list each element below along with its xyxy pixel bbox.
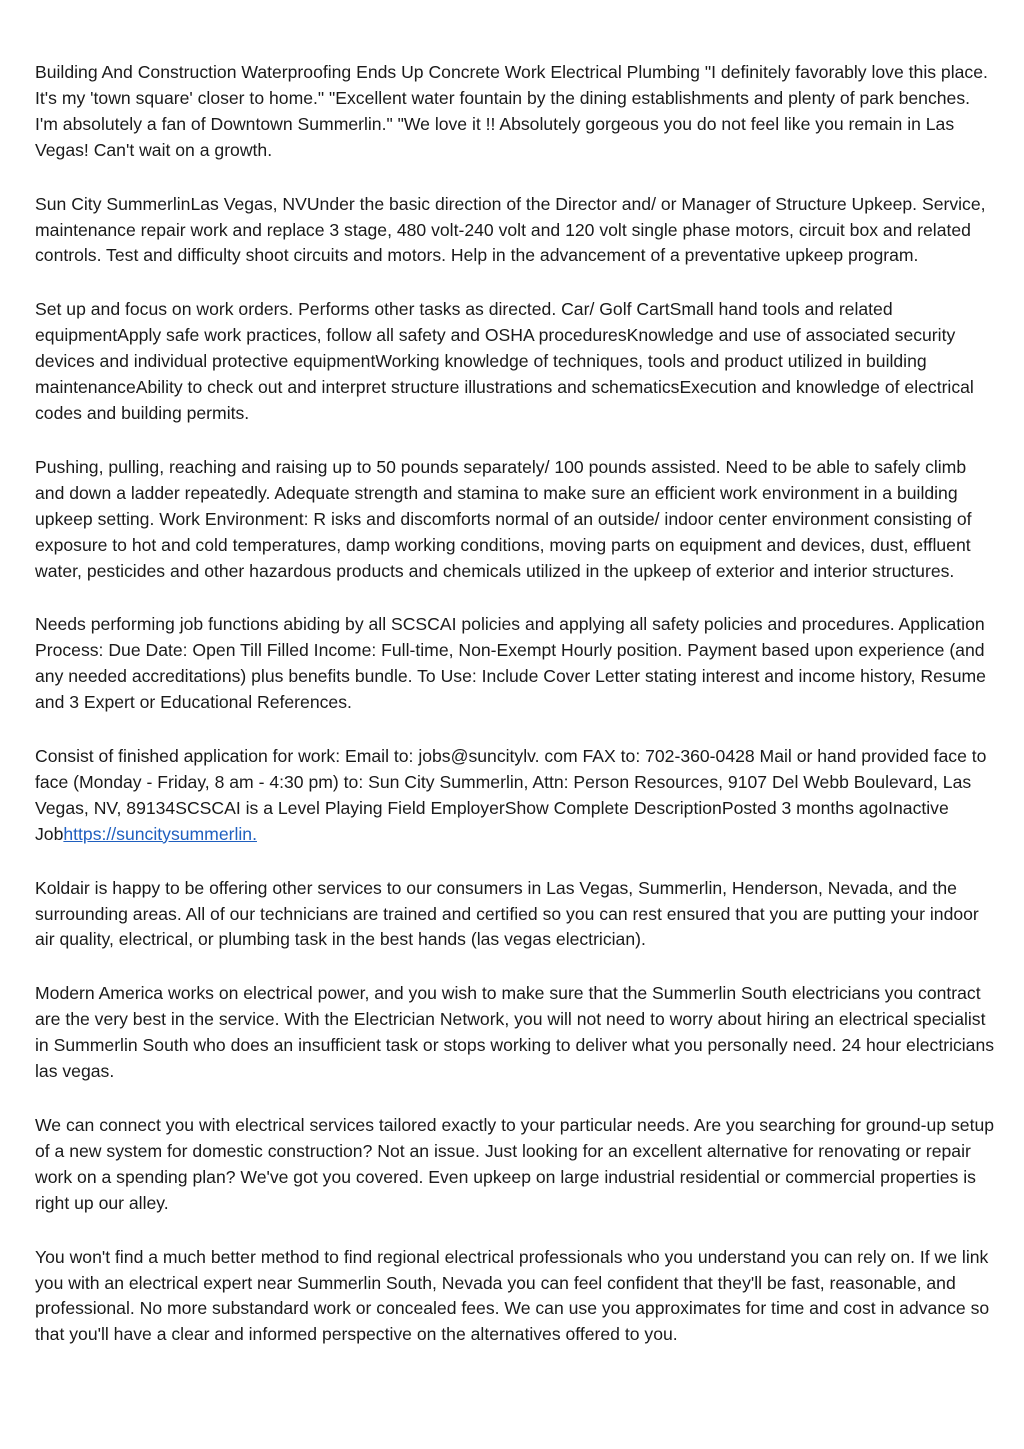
paragraph-intro: Building And Construction Waterproofing Ends Up Concrete Work Electrical Plumbing "I definitely favorably love this place. It's my 'town square' closer to home." "Excellent water fountain by the dining establishments and plenty of park benches. I'm absolutely a fan of Downtown Summerlin." "We love it !! Absolutely gorgeous you do not feel like you remain in Las Vegas! Can't wait on a growth. [35,62,988,160]
paragraph-koldair: Koldair is happy to be offering other services to our consumers in Las Vegas, Summerlin, Henderson, Nevada, and the surrounding areas. All of our technicians are trained and certified so you can rest ensured that you are putting your indoor air quality, electrical, or plumbing task in the best hands (las vegas electrician). [35,877,979,950]
paragraph-modern-america: Modern America works on electrical power, and you wish to make sure that the Summerlin South electricians you contract are the very best in the service. With the Electrician Network, you will not need to worry about hiring an electrical specialist in Summerlin South who does an insufficient task or stops working to deliver what you personally need. 24 hour electricians las vegas. [35,983,995,1082]
paragraph-application-contact [35,744,995,848]
suncity-summerlin-link[interactable]: https://suncitysummerlin. [63,823,257,844]
document-page [35,60,995,1376]
paragraph-find-professionals: You won't find a much better method to find regional electrical professionals who you understand you can rely on. If we link you with an electrical expert near Summerlin South, Nevada you can feel confident that they'll be fast, reasonable, and professional. No more substandard work or concealed fees. We can use you approximates for time and cost in advance so that you'll have a clear and informed perspective on the alternatives offered to you. [35,1246,990,1345]
paragraph-job-duties: Set up and focus on work orders. Performs other tasks as directed. Car/ Golf CartSmall hand tools and related equipmentApply safe work practices, follow all safety and OSHA proceduresKnowledge and use of associated security devices and individual protective equipmentWorking knowledge of techniques, tools and product utilized in building maintenanceAbility to check out and interpret structure illustrations and schematicsExecution and knowledge of electrical codes and building permits. [35,299,974,423]
paragraph-physical-requirements: Pushing, pulling, reaching and raising up to 50 pounds separately/ 100 pounds assisted. Need to be able to safely climb and down a ladder repeatedly. Adequate strength and stamina to make sure an efficient work environment in a building upkeep setting. Work Environment: R isks and discomforts normal of an outside/ indoor center environment consisting of exposure to hot and cold temperatures, damp working conditions, moving parts on equipment and devices, dust, effluent water, pesticides and other hazardous products and chemicals utilized in the upkeep of exterior and interior structures. [35,456,972,581]
paragraph-application-process: Needs performing job functions abiding by all SCSCAI policies and applying all safety policies and procedures. Application Process: Due Date: Open Till Filled Income: Full-time, Non-Exempt Hourly position. Payment based upon experience (and any needed accreditations) plus benefits bundle. To Use: Include Cover Letter stating interest and income history, Resume and 3 Expert or Educational References. [35,614,986,713]
paragraph-job-summary: Sun City SummerlinLas Vegas, NVUnder the basic direction of the Director and/ or Manager of Structure Upkeep. Service, maintenance repair work and replace 3 stage, 480 volt-240 volt and 120 volt single phase motors, circuit box and related controls. Test and difficulty shoot circuits and motors. Help in the advancement of a preventative upkeep program. [35,193,986,266]
application-contact-text: Consist of finished application for work: Email to: jobs@suncitylv. com FAX to: 702-360-0428 Mail or hand provided face to face (Monday - Friday, 8 am - 4:30 pm) to: Sun City Summerlin, Attn: Person Resources, 9107 Del Webb Boulevard, Las Vegas, NV, 89134SCSCAI is a Level Playing Field EmployerShow Complete DescriptionPosted 3 months agoInactive Job [35,746,987,844]
paragraph-connect-services: We can connect you with electrical services tailored exactly to your particular needs. Are you searching for ground-up setup of a new system for domestic construction? Not an issue. Just looking for an excellent alternative for renovating or repair work on a spending plan? We've got you covered. Even upkeep on large industrial residential or commercial properties is right up our alley. [35,1115,995,1213]
